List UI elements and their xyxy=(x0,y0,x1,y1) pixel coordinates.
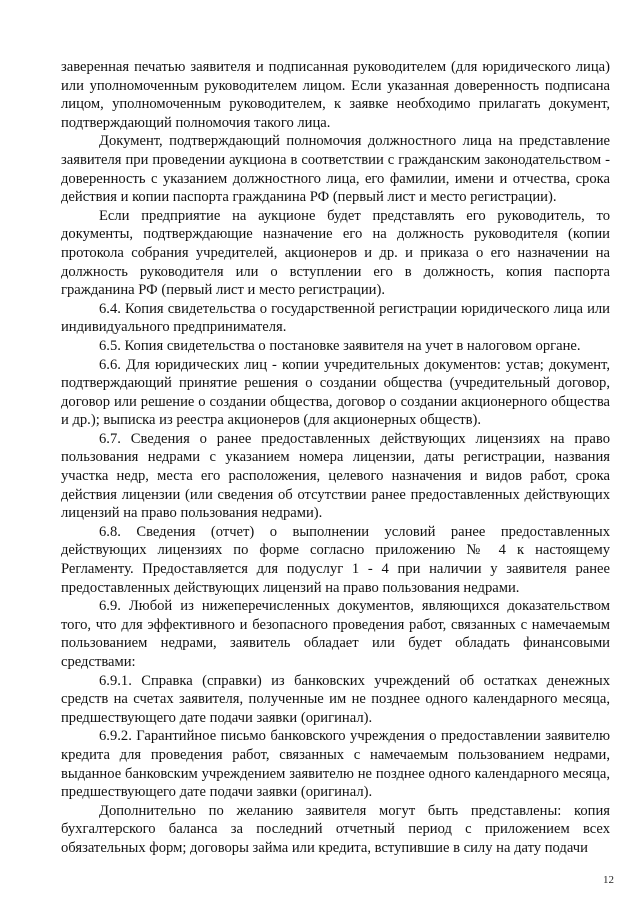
paragraph-authority-document: Документ, подтверждающий полномочия должностного лица на представление заявителя при проведении аукциона в соответствии с гражданским законодательством - доверенность с указанием должностного лица, его фамилии, имени и отчества, срока действия и копии паспорта гражданина РФ (первый лист и место регистрации). xyxy=(61,133,610,206)
paragraph-6-7: 6.7. Сведения о ранее предоставленных действующих лицензиях на право пользования недрами с указанием номера лицензии, даты регистрации, названия участка недр, места его расположения, целевого назначения и видов работ, срока действия лицензии (или сведения об отсутствии ранее предоставленных действующих лицензий на право пользования недрами). xyxy=(61,430,610,522)
paragraph-6-4: 6.4. Копия свидетельства о государственной регистрации юридического лица или индивидуального предпринимателя. xyxy=(61,300,610,336)
paragraph-additional: Дополнительно по желанию заявителя могут быть представлены: копия бухгалтерского баланса за последний отчетный период с приложением всех обязательных форм; договоры займа или кредита, вступившие в силу на дату подачи xyxy=(61,802,610,856)
document-body xyxy=(61,58,610,858)
paragraph-director-documents: Если предприятие на аукционе будет представлять его руководитель, то документы, подтверждающие назначение его на должность руководителя (копии протокола собрания учредителей, акционеров и др. и приказа о его назначении на должность руководителя или о вступлении его в должность, копия паспорта гражданина РФ (первый лист и место регистрации). xyxy=(61,207,610,299)
paragraph-6-6: 6.6. Для юридических лиц - копии учредительных документов: устав; документ, подтверждающий принятие решения о создании общества (учредительный договор, договор или решение о создании общества, договор о создании акционерного общества и др.); выписка из реестра акционеров (для акционерных обществ). xyxy=(61,356,610,429)
paragraph-6-9-2: 6.9.2. Гарантийное письмо банковского учреждения о предоставлении заявителю кредита для проведения работ, связанных с намечаемым пользованием недрами, выданное банковским учреждением заявителю не позднее одного календарного месяца, предшествующего дате подачи заявки (оригинал). xyxy=(61,728,610,801)
paragraph-6-9-1: 6.9.1. Справка (справки) из банковских учреждений об остатках денежных средств на счетах заявителя, полученные им не позднее одного календарного месяца, предшествующего дате подачи заявки (оригинал). xyxy=(61,672,610,726)
page-number: 12 xyxy=(603,874,614,886)
paragraph-6-8: 6.8. Сведения (отчет) о выполнении условий ранее предоставленных действующих лицензиях по форме согласно приложению № 4 к настоящему Регламенту. Предоставляется для подуслуг 1 - 4 при наличии у заявителя ранее предоставленных действующих лицензий на право пользования недрами. xyxy=(61,523,610,596)
paragraph-6-9: 6.9. Любой из нижеперечисленных документов, являющихся доказательством того, что для эффективного и безопасного проведения работ, связанных с намечаемым пользованием недрами, заявитель обладает или будет обладать финансовыми средствами: xyxy=(61,598,610,670)
paragraph-power-of-attorney-cont: заверенная печатью заявителя и подписанная руководителем (для юридического лица) или уполномоченным руководителем лицом. Если указанная доверенность подписана лицом, уполномоченным руководителем, к заявке необходимо прилагать документ, подтверждающий полномочия такого лица. xyxy=(61,59,610,131)
paragraph-6-5: 6.5. Копия свидетельства о постановке заявителя на учет в налоговом органе. xyxy=(99,337,581,354)
